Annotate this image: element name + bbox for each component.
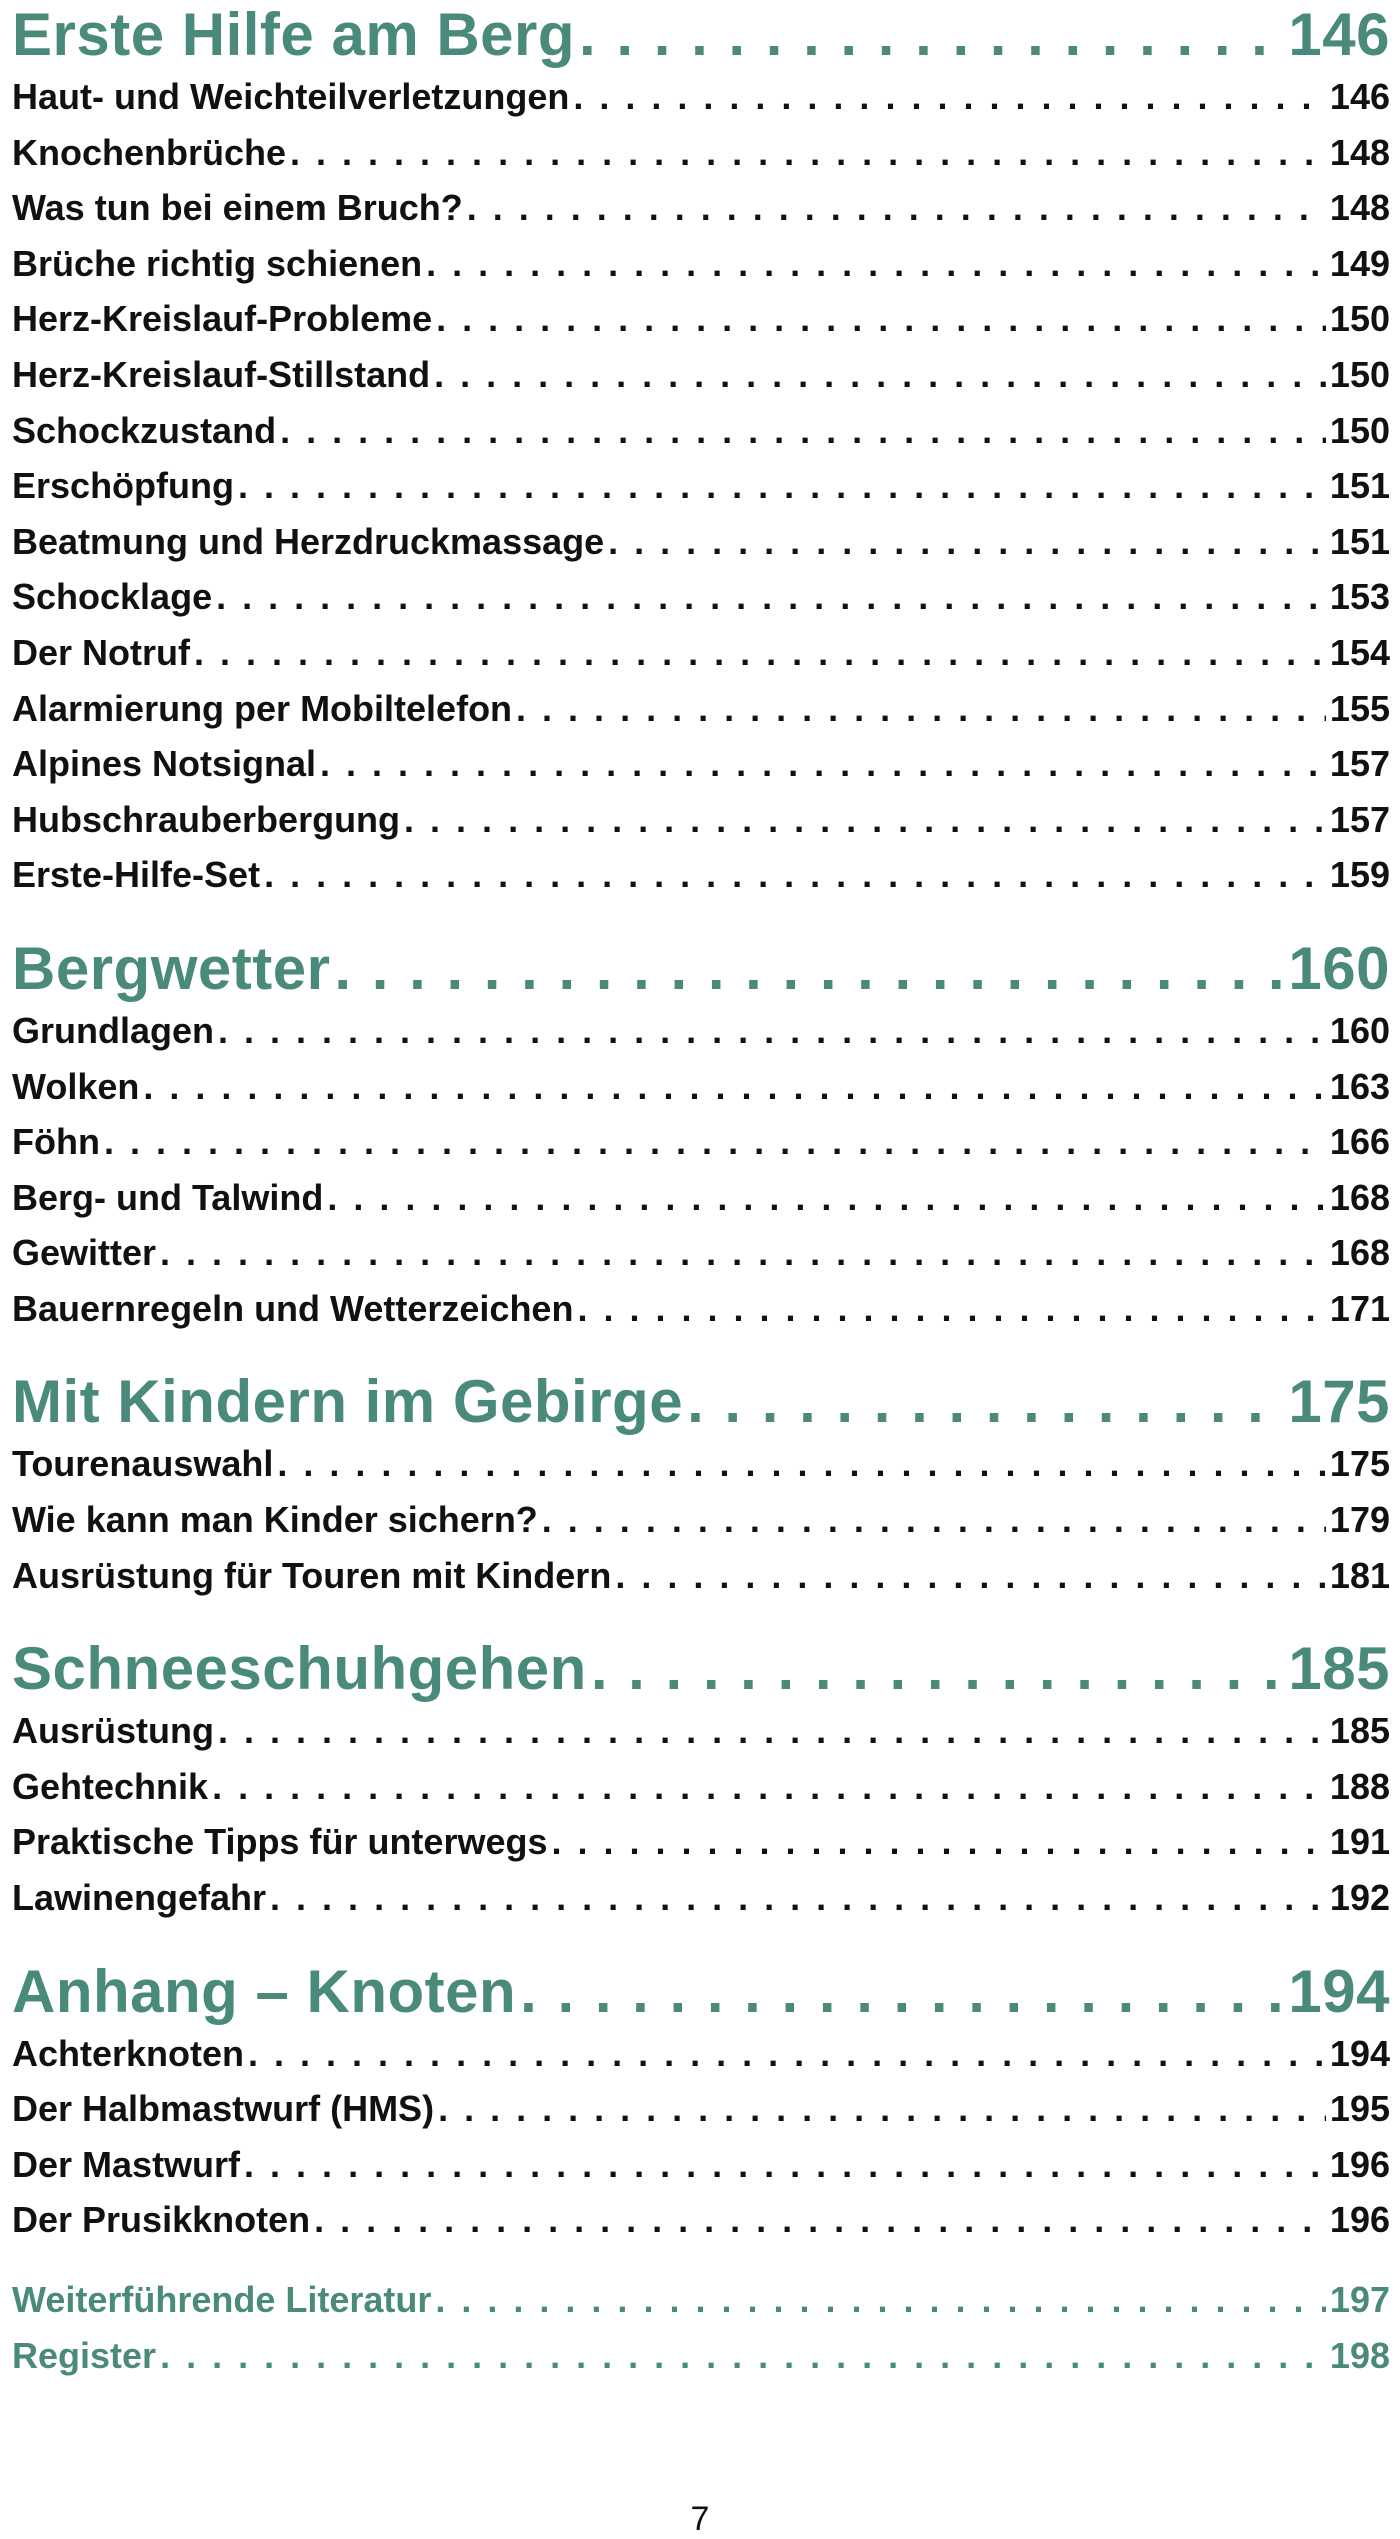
entry-page-number: 153 [1329,576,1390,618]
entry-label: Beatmung und Herzdruckmassage [12,520,605,562]
toc-entry[interactable] [12,465,1390,521]
entry-page-number: 195 [1329,2088,1390,2130]
dot-leader [426,243,1326,285]
toc-entry[interactable] [12,1877,1390,1933]
dot-leader [579,0,1284,69]
entry-label: Knochenbrüche [12,131,287,173]
toc-entry[interactable] [12,354,1390,410]
toc-entry[interactable] [12,410,1390,466]
toc-entry-literature[interactable] [12,2279,1390,2335]
toc-entry[interactable] [12,1821,1390,1877]
entry-label: Wie kann man Kinder sichern? [12,1499,538,1541]
entry-label: Grundlagen [12,1009,215,1051]
toc-entry-register[interactable] [12,2335,1390,2391]
dot-leader [212,1766,1326,1808]
entry-label: Herz-Kreislauf-Stillstand [12,353,431,395]
toc-entry[interactable] [12,521,1390,577]
toc-entry[interactable] [12,2144,1390,2200]
toc-entry[interactable] [12,1710,1390,1766]
toc-entry[interactable] [12,298,1390,354]
entry-label: Was tun bei einem Bruch? [12,187,463,229]
dot-leader [280,410,1326,452]
entry-page-number: 157 [1329,798,1390,840]
dot-leader [404,799,1326,841]
toc-entry[interactable] [12,1232,1390,1288]
dot-leader [520,1957,1284,2026]
dot-leader [216,576,1326,618]
toc-section [12,934,1390,1344]
dot-leader [218,1010,1326,1052]
dot-leader [687,1367,1284,1436]
dot-leader [104,1121,1326,1163]
section-page-number: 175 [1288,1368,1390,1436]
dot-leader [438,2088,1326,2130]
dot-leader [160,1232,1326,1274]
entry-page-number: 171 [1329,1287,1390,1329]
entry-page-number: 196 [1329,2143,1390,2185]
toc-entry[interactable] [12,1121,1390,1177]
toc-section [12,1957,1390,2255]
dot-leader [551,1821,1325,1863]
entry-label: Haut- und Weichteilverletzungen [12,76,570,117]
entry-page-number: 179 [1329,1499,1390,1541]
entry-page-number: 197 [1329,2279,1390,2320]
dot-leader [320,743,1326,785]
entry-label: Alarmierung per Mobiltelefon [12,687,513,729]
entry-page-number: 155 [1329,687,1390,729]
entry-page-number: 163 [1329,1065,1390,1107]
entry-page-number: 159 [1329,854,1390,896]
toc-section [12,0,1390,910]
section-heading[interactable] [12,1957,1390,2033]
section-page-number: 194 [1288,1957,1390,2025]
entry-label: Der Prusikknoten [12,2199,311,2241]
entry-page-number: 151 [1329,520,1390,562]
entry-page-number: 146 [1329,76,1390,117]
toc-appendix [12,2279,1390,2390]
entry-label: Hubschrauberbergung [12,798,401,840]
toc-entry[interactable] [12,76,1390,132]
toc-entry[interactable] [12,576,1390,632]
dot-leader [334,934,1284,1003]
dot-leader [160,2335,1326,2377]
entry-page-number: 168 [1329,1232,1390,1274]
dot-leader [194,632,1326,674]
entry-page-number: 166 [1329,1121,1390,1163]
entry-page-number: 148 [1329,187,1390,229]
section-page-number: 160 [1288,934,1390,1002]
entry-label: Erste-Hilfe-Set [12,854,261,896]
section-heading[interactable] [12,934,1390,1010]
dot-leader [608,521,1326,563]
toc-entry[interactable] [12,187,1390,243]
dot-leader [238,465,1326,507]
entry-label: Schocklage [12,576,213,618]
section-title: Schneeschuhgehen [12,1635,587,1703]
toc-entry[interactable] [12,132,1390,188]
toc-section [12,1367,1390,1610]
toc-entry[interactable] [12,743,1390,799]
toc-entry[interactable] [12,1555,1390,1611]
entry-page-number: 150 [1329,409,1390,451]
entry-label: Ausrüstung [12,1710,214,1752]
dot-leader [244,2144,1326,2186]
toc-entry[interactable] [12,243,1390,299]
entry-label: Erschöpfung [12,465,234,507]
entry-page-number: 157 [1329,743,1390,785]
entry-page-number: 185 [1329,1710,1390,1752]
entry-page-number: 196 [1329,2199,1390,2241]
section-title: Erste Hilfe am Berg [12,1,576,68]
entry-page-number: 175 [1329,1443,1390,1485]
entry-label: Herz-Kreislauf-Probleme [12,298,433,340]
dot-leader [290,132,1326,174]
entry-page-number: 151 [1329,465,1390,507]
entry-page-number: 194 [1329,2032,1390,2074]
entry-page-number: 168 [1329,1176,1390,1218]
entry-label: Gehtechnik [12,1765,209,1807]
dot-leader [591,1634,1285,1703]
toc-entry[interactable] [12,2033,1390,2089]
toc-entry[interactable] [12,632,1390,688]
toc-entry[interactable] [12,688,1390,744]
entry-label: Schockzustand [12,409,277,451]
dot-leader [467,187,1326,229]
dot-leader [314,2199,1326,2241]
section-heading[interactable] [12,1367,1390,1443]
section-heading[interactable] [12,1634,1390,1710]
dot-leader [435,2279,1326,2321]
entry-label: Der Halbmastwurf (HMS) [12,2088,435,2130]
dot-leader [573,76,1326,118]
entry-page-number: 181 [1329,1554,1390,1596]
dot-leader [327,1177,1326,1219]
dot-leader [218,1710,1326,1752]
dot-leader [277,1443,1326,1485]
toc-entry[interactable] [12,2199,1390,2255]
toc-entry[interactable] [12,1066,1390,1122]
entry-label: Der Notruf [12,631,190,673]
entry-label: Ausrüstung für Touren mit Kindern [12,1554,612,1596]
toc-entry[interactable] [12,1499,1390,1555]
entry-page-number: 154 [1329,631,1390,673]
toc-entry[interactable] [12,799,1390,855]
entry-page-number: 198 [1329,2334,1390,2376]
entry-label: Berg- und Talwind [12,1176,324,1218]
dot-leader [577,1288,1325,1330]
toc-entry[interactable] [12,1010,1390,1066]
section-title: Anhang – Knoten [12,1957,517,2025]
toc-entry[interactable] [12,1766,1390,1822]
entry-label: Achterknoten [12,2032,245,2074]
dot-leader [615,1555,1326,1597]
entry-label: Brüche richtig schienen [12,242,423,284]
section-page-number: 146 [1288,1,1390,68]
toc-section [12,1634,1390,1932]
section-heading[interactable] [12,0,1390,76]
dot-leader [542,1499,1326,1541]
dot-leader [434,354,1326,396]
entry-page-number: 160 [1329,1009,1390,1051]
entry-page-number: 149 [1329,242,1390,284]
entry-page-number: 192 [1329,1877,1390,1919]
section-title: Mit Kindern im Gebirge [12,1368,684,1436]
entry-label: Wolken [12,1065,140,1107]
entry-label: Bauernregeln und Wetterzeichen [12,1287,574,1329]
entry-label: Gewitter [12,1232,157,1274]
entry-label: Lawinengefahr [12,1877,267,1919]
entry-label: Weiterführende Literatur [12,2279,432,2320]
entry-page-number: 191 [1329,1821,1390,1863]
section-title: Bergwetter [12,934,331,1002]
toc-entry[interactable] [12,1443,1390,1499]
toc-entry[interactable] [12,854,1390,910]
dot-leader [143,1066,1326,1108]
dot-leader [270,1877,1326,1919]
entry-label: Der Mastwurf [12,2143,241,2185]
entry-page-number: 150 [1329,298,1390,340]
dot-leader [436,298,1326,340]
dot-leader [248,2033,1326,2075]
entry-label: Alpines Notsignal [12,743,317,785]
entry-page-number: 148 [1329,131,1390,173]
table-of-contents [12,0,1390,2390]
toc-entry[interactable] [12,2088,1390,2144]
toc-entry[interactable] [12,1177,1390,1233]
dot-leader [516,688,1326,730]
entry-label: Tourenauswahl [12,1443,274,1485]
entry-page-number: 188 [1329,1765,1390,1807]
dot-leader [264,854,1326,896]
toc-entry[interactable] [12,1288,1390,1344]
entry-label: Register [12,2334,157,2376]
entry-page-number: 150 [1329,353,1390,395]
section-page-number: 185 [1288,1635,1390,1703]
page-number: 7 [690,2500,710,2538]
entry-label: Föhn [12,1121,100,1163]
entry-label: Praktische Tipps für unterwegs [12,1821,548,1863]
